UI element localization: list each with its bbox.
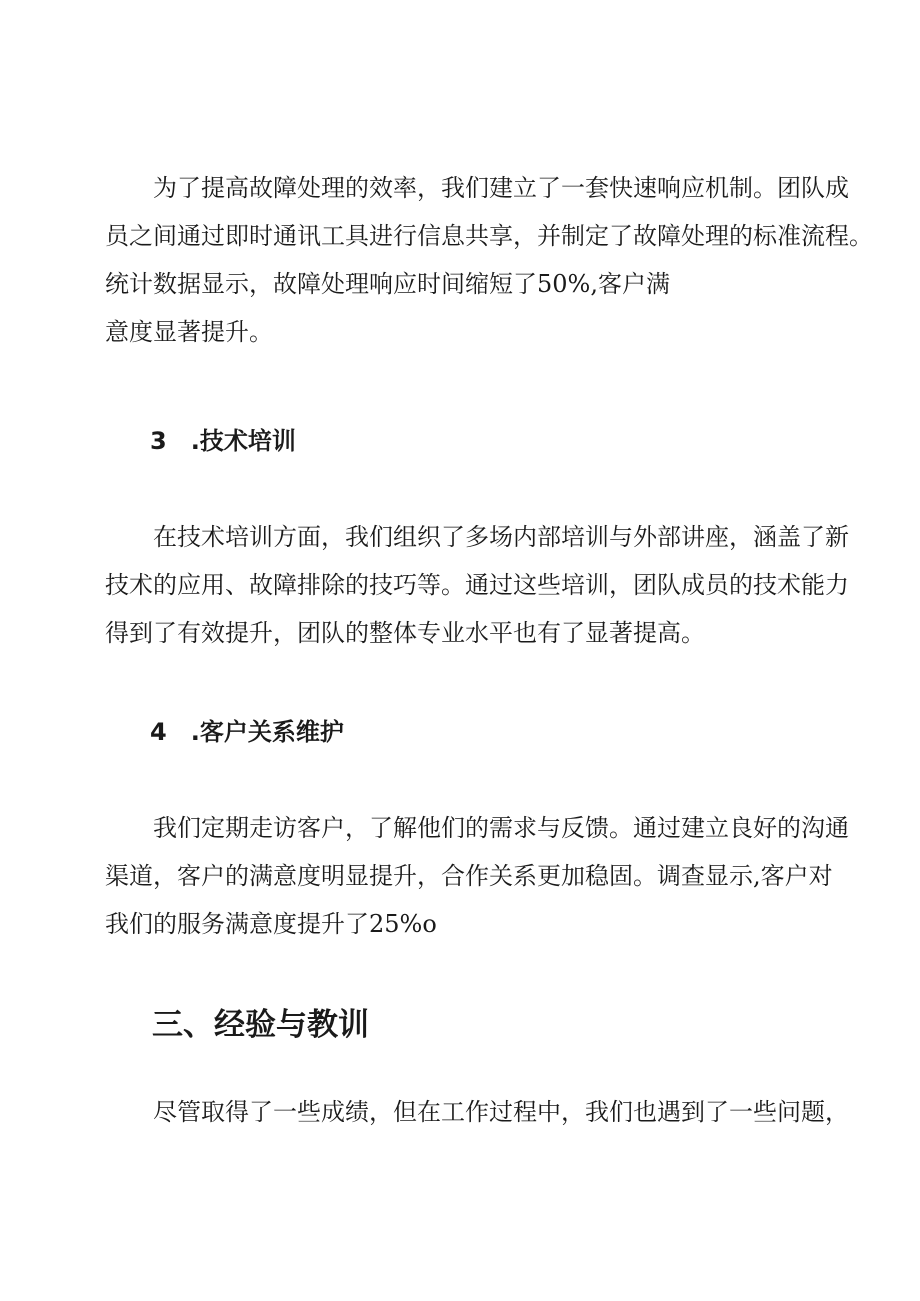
paragraph-3-line-2: 渠道，客户的满意度明显提升，合作关系更加稳固。调查显示,客户对 (105, 862, 833, 890)
paragraph-2-line-3: 得到了有效提升，团队的整体专业水平也有了显著提高。 (105, 619, 705, 647)
paragraph-1-line-3: 统计数据显示，故障处理响应时间缩短了50%,客户满 (105, 270, 670, 298)
paragraph-1-line-1: 为了提高故障处理的效率，我们建立了一套快速响应机制。团队成 (153, 174, 849, 202)
section-title-experience-lessons: 三、经验与教训 (152, 1007, 369, 1043)
subheading-technical-training: 3 .技术培训 (150, 427, 296, 455)
paragraph-3-line-1: 我们定期走访客户，了解他们的需求与反馈。通过建立良好的沟通 (153, 814, 849, 842)
paragraph-1-line-4: 意度显著提升。 (105, 318, 273, 346)
paragraph-2-line-2: 技术的应用、故障排除的技巧等。通过这些培训，团队成员的技术能力 (105, 571, 849, 599)
subheading-customer-relations: 4 .客户关系维护 (150, 718, 344, 746)
paragraph-4-line-1: 尽管取得了一些成绩，但在工作过程中，我们也遇到了一些问题， (153, 1098, 849, 1126)
paragraph-3-line-3: 我们的服务满意度提升了25%o (105, 910, 437, 938)
paragraph-1-line-2: 员之间通过即时通讯工具进行信息共享，并制定了故障处理的标准流程。 (105, 222, 873, 250)
paragraph-2-line-1: 在技术培训方面，我们组织了多场内部培训与外部讲座，涵盖了新 (153, 523, 849, 551)
